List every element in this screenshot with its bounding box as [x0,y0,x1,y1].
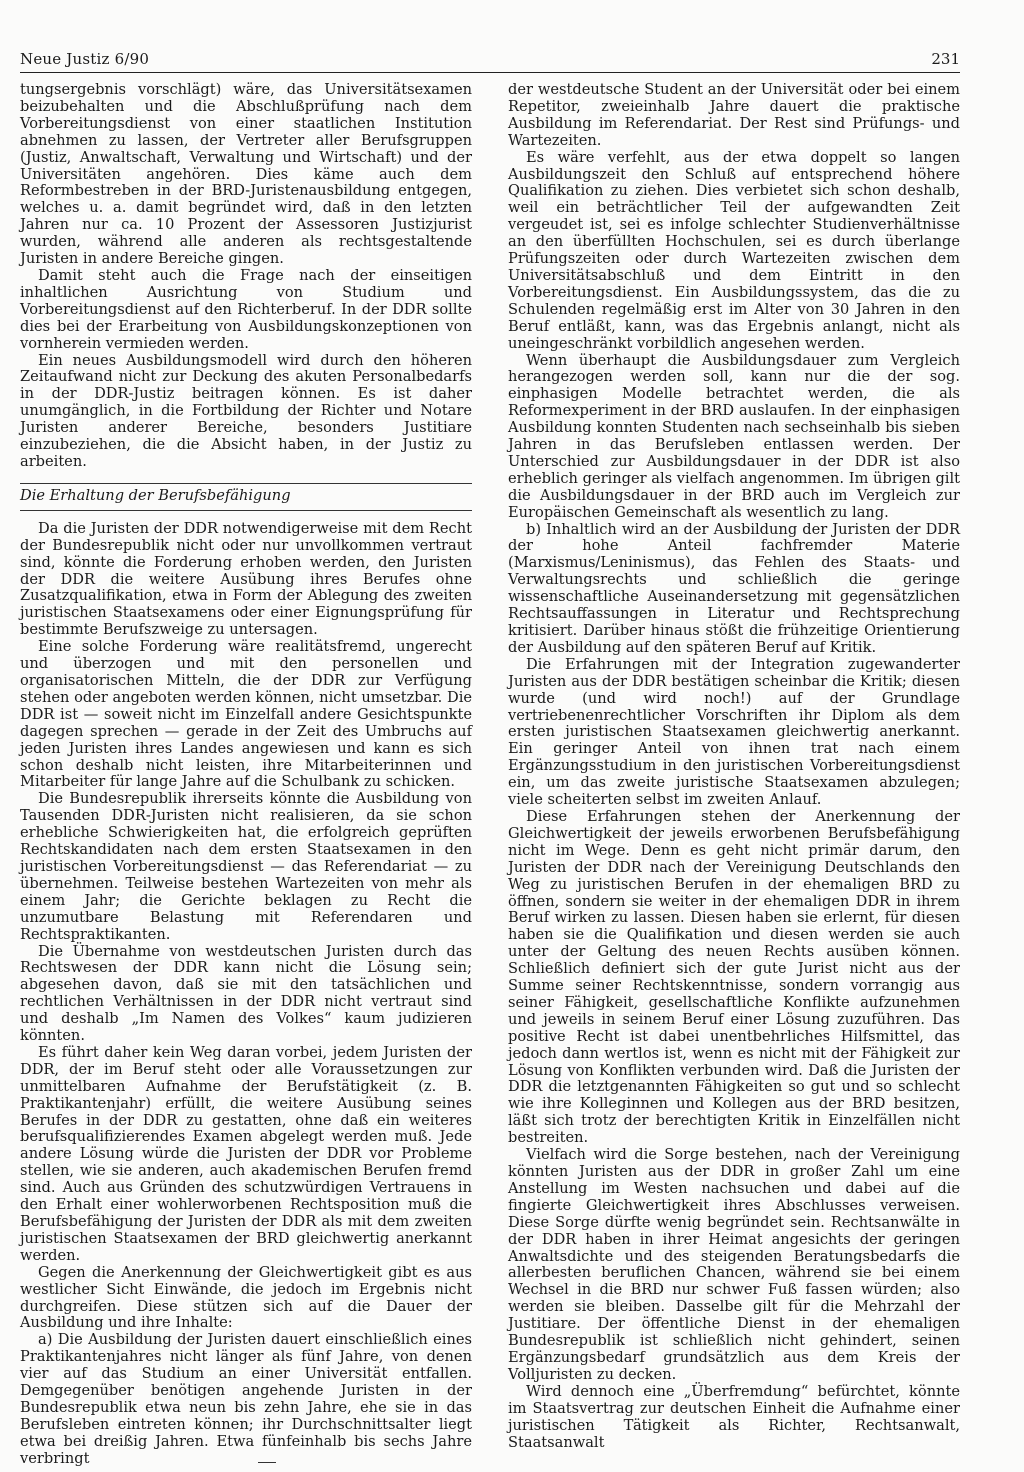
paragraph: der westdeutsche Student an der Universität oder bei einem Repetitor, zweieinhalb Jahre dauert die praktische Ausbildung im Referendariat. Der Rest sind Prüfungs- und Wartezeiten. [508,81,960,149]
paragraph: Vielfach wird die Sorge bestehen, nach der Vereinigung könnten Juristen aus der DDR in großer Zahl um eine Anstellung im Westen nachsuchen und dabei auf die fingierte Gleichwertigkeit ihres Abschlusses verweisen. Diese Sorge dürfte wenig begründet sein. Rechtsanwälte in der DDR haben in ihrer Heimat angesichts der geringen Anwaltsdichte und des steigenden Beratungsbedarfs die allerbesten beruflichen Chancen, während sie bei einem Wechsel in die BRD nur schwer Fuß fassen würden; also werden sie bleiben. Dasselbe gilt für die Mehrzahl der Justitiare. Der öffentliche Dienst in der ehemaligen Bundesrepublik ist schließlich nicht gehindert, seinen Ergänzungsbedarf grundsätzlich aus dem Kreis der Volljuristen zu decken. [508,1146,960,1383]
paragraph: Damit steht auch die Frage nach der einseitigen inhaltlichen Ausrichtung von Studium und Vorbereitungsdienst auf den Richterberuf. In der DDR sollte dies bei der Erarbeitung von Ausbildungskonzeptionen von vornherein vermieden werden. [20,266,472,352]
paragraph: Da die Juristen der DDR notwendigerweise mit dem Recht der Bundesrepublik nicht oder nur unvollkommen vertraut sind, könnte die Forderung erhoben werden, den Juristen der DDR die weitere Ausübung ihres Berufes ohne Zusatzqualifikation, etwa in Form der Ablegung des zweiten juristischen Staatsexamens oder einer Eignungsprüfung für bestimmte Berufszweige zu untersagen. [20,519,472,639]
footer-mark [258,1462,276,1463]
paragraph: b) Inhaltlich wird an der Ausbildung der Juristen der DDR der hohe Anteil fachfremder Materie (Marxismus/Leninismus), das Fehlen des Staats- und Verwaltungsrechts und schließlich die geringe wissenschaftliche Auseinandersetzung mit gegensätzlichen Rechtsauffassungen in Literatur und Rechtsprechung kritisiert. Darüber hinaus stößt die frühzeitige Orientierung der Ausbildung auf den späteren Beruf auf Kritik. [508,520,960,656]
paragraph: Es wäre verfehlt, aus der etwa doppelt so langen Ausbildungszeit den Schluß auf entsprechend höhere Qualifikation zu ziehen. Dies verbietet sich schon deshalb, weil ein beträchtlicher Teil der aufgewandten Zeit vergeudet ist, sei es infolge schlechter Studienverhältnisse an den überfüllten Hochschulen, sei es durch überlange Prüfungszeiten oder durch Wartezeiten zwischen dem Universitätsabschluß und dem Eintritt in den Vorbereitungsdienst. Ein Ausbildungssystem, das die zu Schulenden regelmäßig erst im Alter von 30 Jahren in den Beruf entläßt, kann, was das Ergebnis anlangt, nicht als uneingeschränkt vorbildlich angesehen werden. [508,148,960,352]
journal-title: Neue Justiz 6/90 [20,50,150,68]
paragraph: Die Übernahme von westdeutschen Juristen durch das Rechtswesen der DDR kann nicht die Lösung sein; abgesehen davon, daß sie mit den tatsächlichen und rechtlichen Verhältnissen in der DDR nicht vertraut sind und deshalb „Im Namen des Volkes“ kaum judizieren könnten. [20,942,472,1045]
paragraph: Eine solche Forderung wäre realitätsfremd, ungerecht und überzogen und mit den personellen und organisatorischen Mitteln, die der DDR zur Verfügung stehen oder angeboten werden können, nicht umsetzbar. Die DDR ist — soweit nicht im Einzelfall andere Gesichtspunkte dagegen sprechen — gerade in der Zeit des Umbruchs auf jeden Juristen ihres Landes angewiesen und kann es sich schon deshalb nicht leisten, ihre Mitarbeiterinnen und Mitarbeiter für lange Jahre auf die Schulbank zu schicken. [20,638,472,791]
paragraph: Es führt daher kein Weg daran vorbei, jedem Juristen der DDR, der im Beruf steht oder alle Voraussetzungen zur unmittelbaren Aufnahme der Berufstätigkeit (z. B. Praktikantenjahr) erfüllt, die weitere Ausübung seines Berufes in der DDR zu gestatten, ohne daß ein weiteres berufsqualifizierendes Examen abgelegt werden muß. Jede andere Lösung würde die Juristen der DDR vor Probleme stellen, wie sie anderen, auch akademischen Berufen fremd sind. Auch aus Gründen des schutzwürdigen Vertrauens in den Erhalt einer wohlerworbenen Rechtsposition muß die Berufsbefähigung der Juristen der DDR als mit dem zweiten juristischen Staatsexamen der BRD gleichwertig anerkannt werden. [20,1043,472,1264]
page-number: 231 [931,50,960,68]
left-column [20,82,472,1468]
paragraph: Gegen die Anerkennung der Gleichwertigkeit gibt es aus westlicher Sicht Einwände, die jedoch im Ergebnis nicht durchgreifen. Diese stützen sich auf die Dauer der Ausbildung und ihre Inhalte: [20,1263,472,1332]
paragraph: Die Bundesrepublik ihrerseits könnte die Ausbildung von Tausenden DDR-Juristen nicht realisieren, da sie schon erhebliche Schwierigkeiten hat, die erfolgreich geprüften Rechtskandidaten nach dem ersten Staatsexamen in den juristischen Vorbereitungsdienst — das Referendariat — zu übernehmen. Teilweise bestehen Wartezeiten von mehr als einem Jahr; die Gerichte beklagen zu Recht die unzumutbare Belastung mit Referendaren und Rechtspraktikanten. [20,790,472,943]
paragraph: tungsergebnis vorschlägt) wäre, das Universitätsexamen beizubehalten und die Abschlußprüfung nach dem Vorbereitungsdienst von einer staatlichen Institution abnehmen zu lassen, der Vertreter aller Berufsgruppen (Justiz, Anwaltschaft, Verwaltung und Wirtschaft) und der Universitäten angehören. Dies käme auch dem Reformbestreben in der BRD-Juristenausbildung entgegen, welches u. a. damit begründet wird, daß in den letzten Jahren nur ca. 10 Prozent der Assessoren Justizjurist wurden, während alle anderen als rechtsgestaltende Juristen in andere Bereiche gingen. [20,81,472,268]
paragraph: Wird dennoch eine „Überfremdung“ befürchtet, könnte im Staatsvertrag zur deutschen Einheit die Aufnahme einer juristischen Tätigkeit als Richter, Rechtsanwalt, Staatsanwalt [508,1382,960,1451]
paragraph: a) Die Ausbildung der Juristen dauert einschließlich eines Praktikantenjahres nicht länger als fünf Jahre, von denen vier auf das Studium an einer Universität entfallen. Demgegenüber benötigen angehende Juristen in der Bundesrepublik etwa neun bis zehn Jahre, ehe sie in das Berufsleben eintreten können; ihr Durchschnittsalter liegt etwa bei dreißig Jahren. Etwa fünfeinhalb bis sechs Jahre verbringt [20,1331,472,1467]
paragraph: Die Erfahrungen mit der Integration zugewanderter Juristen aus der DDR bestätigen scheinbar die Kritik; diesen wurde (und wird noch!) auf der Grundlage vertriebenenrechtlicher Vorschriften ihr Diplom als dem ersten juristischen Staatsexamen gleichwertig anerkannt. Ein geringer Anteil von ihnen trat nach einem Ergänzungsstudium in den juristischen Vorbereitungsdienst ein, um das zweite juristische Staatsexamen abzulegen; viele scheiterten selbst im zweiten Anlauf. [508,655,960,809]
section-heading: Die Erhaltung der Berufsbefähigung [20,483,472,511]
right-column [508,82,960,1451]
paragraph: Diese Erfahrungen stehen der Anerkennung der Gleichwertigkeit der jeweils erworbenen Berufsbefähigung nicht im Wege. Denn es geht nicht primär darum, den Juristen der DDR nach der Vereinigung Deutschlands den Weg zu juristischen Berufen in der ehemaligen BRD zu öffnen, sondern sie weiter in der ehemaligen DDR in ihrem Beruf wirken zu lassen. Diesen haben sie erlernt, für diesen haben sie die Qualifikation und diesen werden sie auch unter der Geltung des neuen Rechts ausüben können. Schließlich definiert sich der gute Jurist nicht aus der Summe seiner Rechtskenntnisse, sondern vorrangig aus seiner Fähigkeit, gesellschaftliche Konflikte aufzunehmen und jeweils in seinem Beruf einer Lösung zuzuführen. Das positive Recht ist dabei unentbehrliches Hilfsmittel, das jedoch dann wertlos ist, wenn es nicht mit der Fähigkeit zur Lösung von Konflikten verbunden wird. Daß die Juristen der DDR die letztgenannten Fähigkeiten so gut und so schlecht wie ihre Kolleginnen und Kollegen aus der BRD besitzen, läßt sich trotz der berechtigten Kritik in Einzelfällen nicht bestreiten. [508,807,960,1147]
page-header [20,50,960,72]
paragraph: Ein neues Ausbildungsmodell wird durch den höheren Zeitaufwand nicht zur Deckung des akuten Personalbedarfs in der DDR-Justiz beitragen können. Es ist daher unumgänglich, in die Fortbildung der Richter und Notare Juristen anderer Bereiche, besonders Justitiare einzubeziehen, die die Absicht haben, in der Justiz zu arbeiten. [20,351,472,470]
paragraph: Wenn überhaupt die Ausbildungsdauer zum Vergleich herangezogen werden soll, kann nur die der sog. einphasigen Modelle betrachtet werden, die als Reformexperiment in der BRD auslaufen. In der einphasigen Ausbildung konnten Studenten nach sechseinhalb bis sieben Jahren in das Berufsleben entlassen werden. Der Unterschied zur Ausbildungsdauer in der DDR ist also erheblich geringer als vielfach angenommen. Im übrigen gilt die Ausbildungsdauer in der BRD auch im Vergleich zur Europäischen Gemeinschaft als wesentlich zu lang. [508,351,960,521]
header-rule [20,72,960,73]
